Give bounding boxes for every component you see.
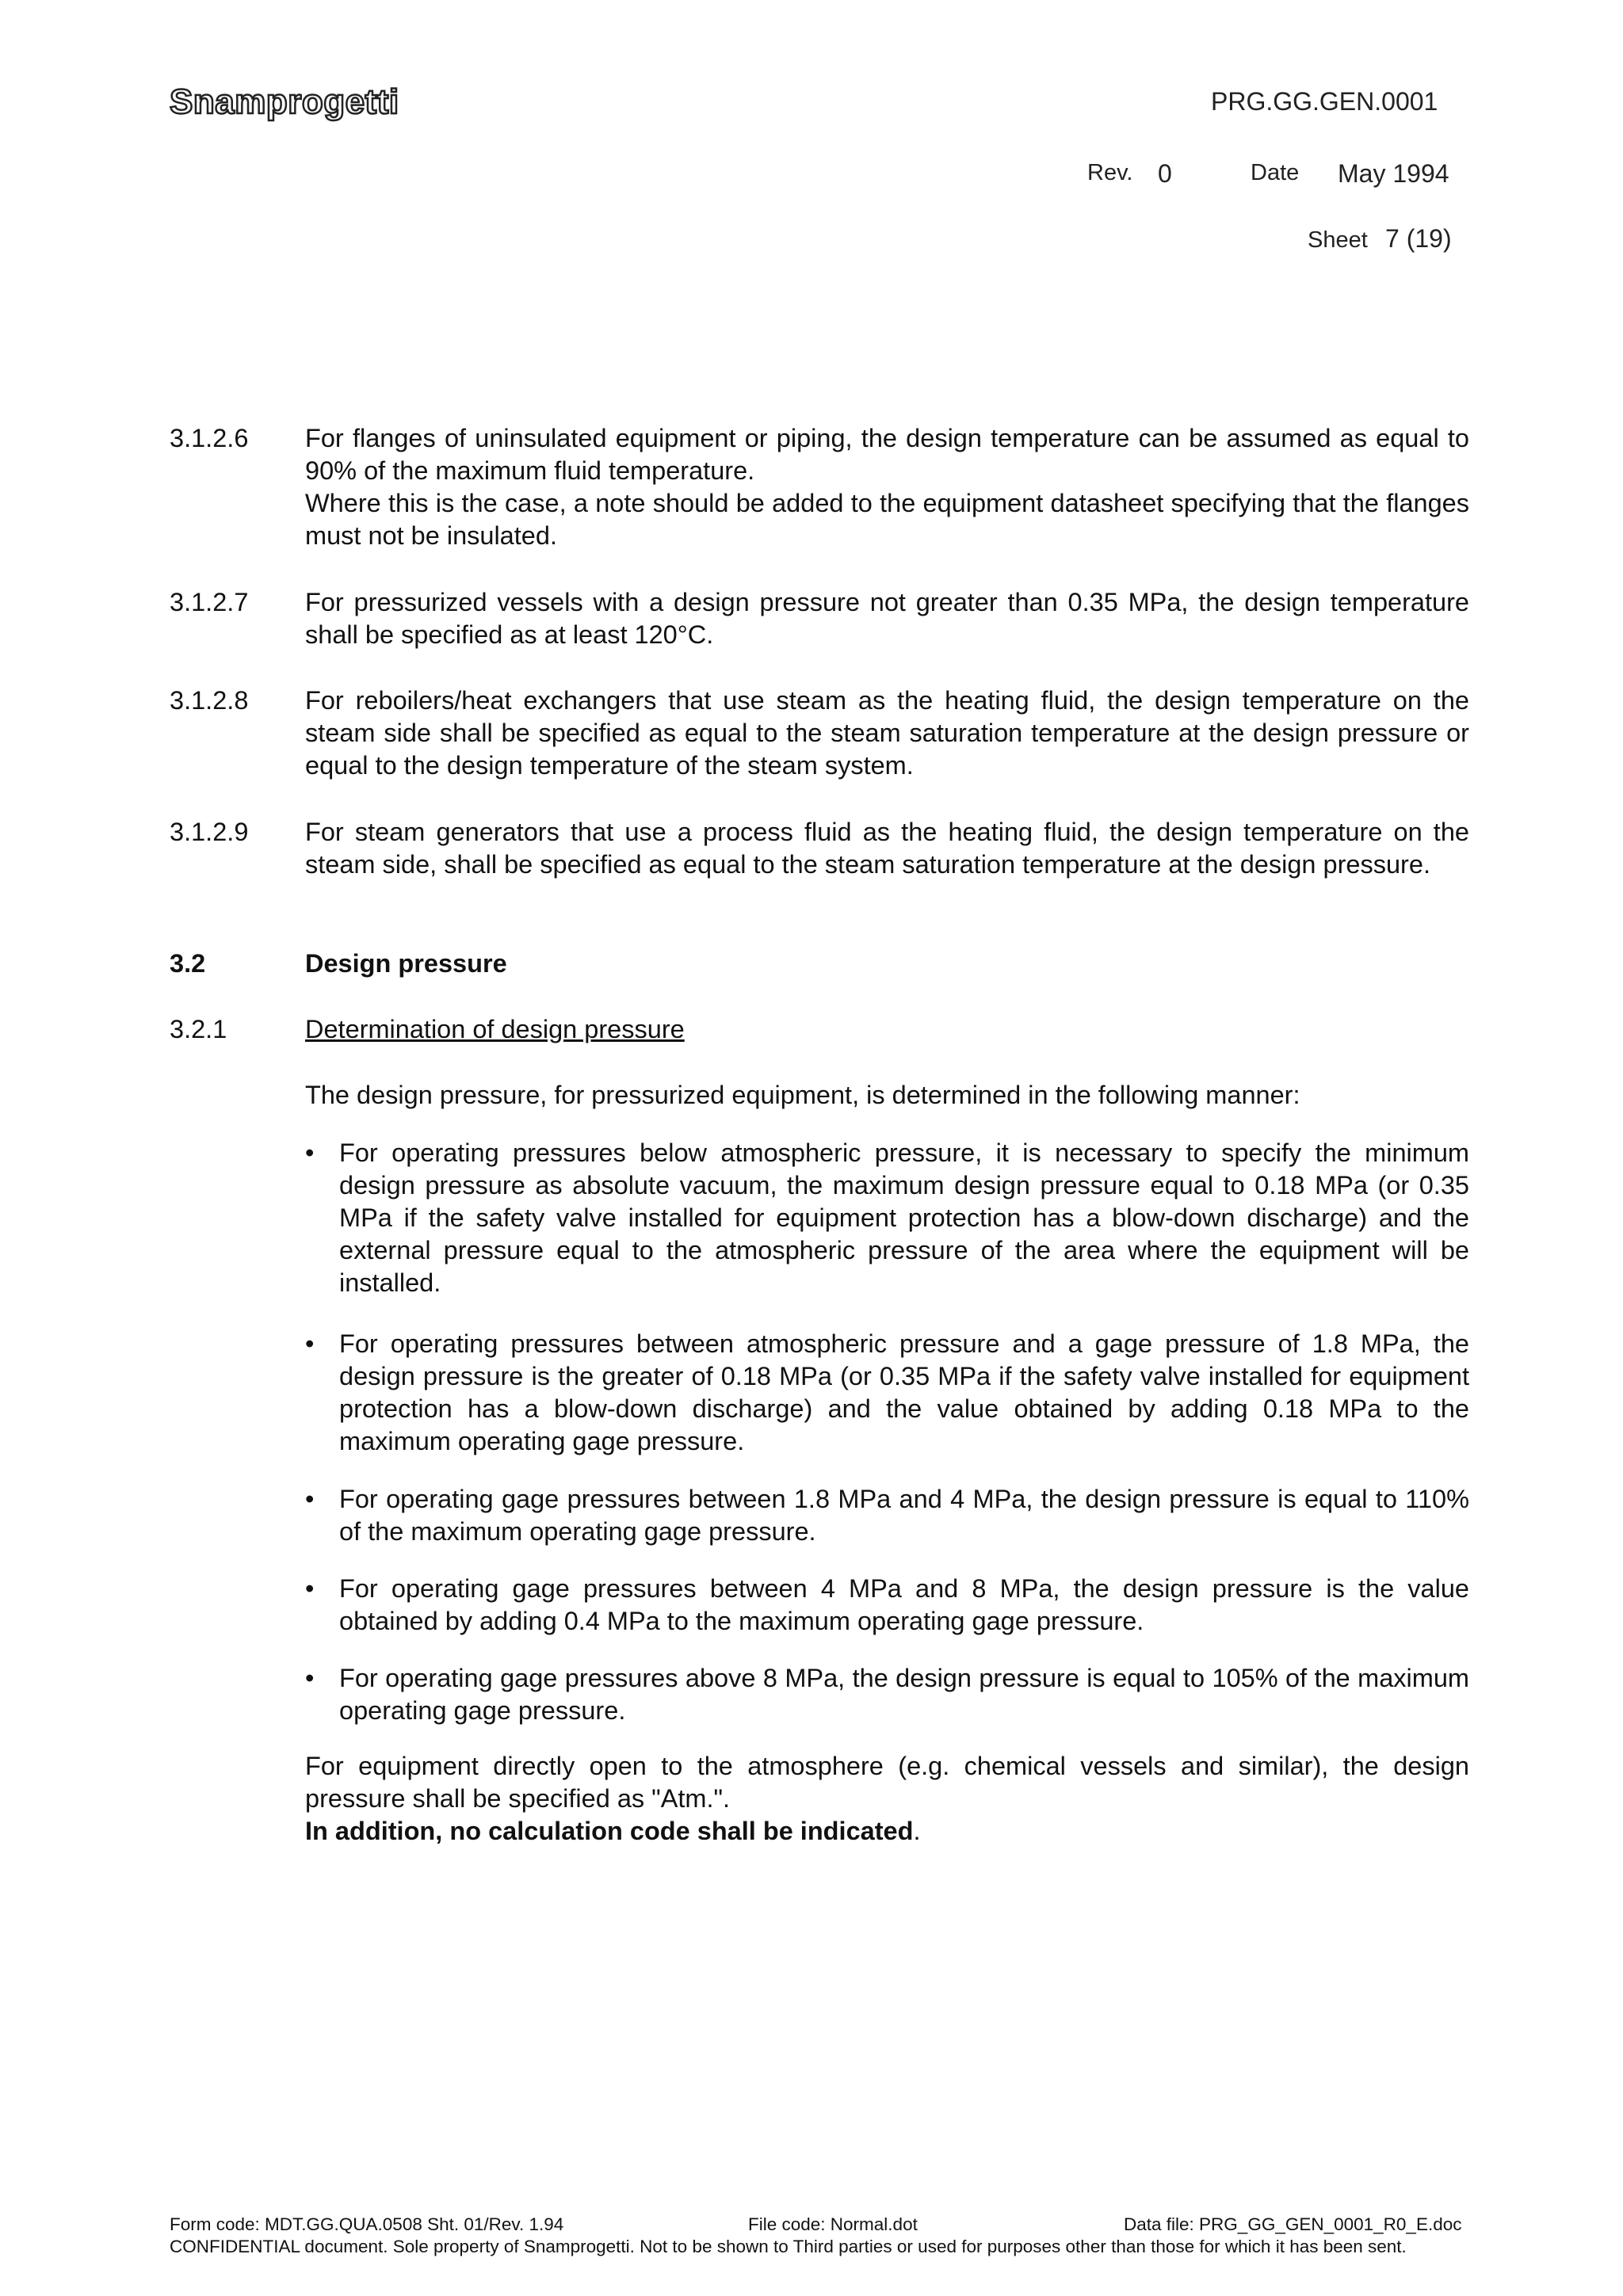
section-body xyxy=(305,685,1469,782)
closing-body xyxy=(305,1750,1469,1848)
bullet-icon: • xyxy=(305,1138,315,1167)
sheet-value: 7 (19) xyxy=(1385,224,1452,253)
list-item-text: For operating gage pressures above 8 MPa, the design pressure is equal to 105% of the maximum operating gage pressure. xyxy=(339,1664,1469,1725)
footer-confidential: CONFIDENTIAL document. Sole property of Snamprogetti. Not to be shown to Third parties or used for purposes other than those for which it has been sent. xyxy=(170,2237,1407,2256)
rev-label: Rev. xyxy=(1087,160,1133,185)
heading-title: Design pressure xyxy=(305,949,507,978)
section-body xyxy=(305,586,1469,651)
section-body xyxy=(305,422,1469,552)
closing-note xyxy=(305,1815,1469,1848)
list-item-text: For operating pressures below atmospheric pressure, it is necessary to specify the minimum design pressure as absolute vacuum, the maximum design pressure equal to 0.18 MPa (or 0.35 MPa if the safety valve installed for equipment protection has a blow-down discharge) and the external pressure equal to the atmospheric pressure of the area where the equipment will be installed. xyxy=(339,1138,1469,1297)
section-number: 3.1.2.8 xyxy=(170,686,249,715)
paragraph: For steam generators that use a process fluid as the heating fluid, the design temperature on the steam side, shall be specified as equal to the steam saturation temperature at the design pressure. xyxy=(305,818,1469,879)
list-item-text: For operating gage pressures between 1.8 MPa and 4 MPa, the design pressure is equal to 110% of the maximum operating gage pressure. xyxy=(339,1485,1469,1546)
section-number: 3.1.2.7 xyxy=(170,588,249,616)
bullet-icon: • xyxy=(305,1664,315,1692)
paragraph: Where this is the case, a note should be added to the equipment datasheet specifying that the flanges must not be insulated. xyxy=(305,489,1469,550)
paragraph: For reboilers/heat exchangers that use steam as the heating fluid, the design temperature on the steam side shall be specified as equal to the steam saturation temperature at the design pressure or equal to the design temperature of the steam system. xyxy=(305,686,1469,780)
section-number: 3.1.2.6 xyxy=(170,424,249,452)
date-value: May 1994 xyxy=(1338,159,1449,188)
footer-form-code: Form code: MDT.GG.QUA.0508 Sht. 01/Rev. 1.94 xyxy=(170,2214,564,2234)
bullet-icon: • xyxy=(305,1485,315,1513)
bullet-icon: • xyxy=(305,1574,315,1603)
closing-end: . xyxy=(913,1817,921,1845)
footer-file-code: File code: Normal.dot xyxy=(748,2214,918,2234)
section-number: 3.1.2.9 xyxy=(170,818,249,846)
paragraph: For pressurized vessels with a design pressure not greater than 0.35 MPa, the design temperature shall be specified as at least 120°C. xyxy=(305,588,1469,649)
bullet-icon: • xyxy=(305,1329,315,1358)
date-label: Date xyxy=(1251,160,1300,185)
intro-text: The design pressure, for pressurized equipment, is determined in the following manner: xyxy=(305,1081,1300,1109)
footer-data-file: Data file: PRG_GG_GEN_0001_R0_E.doc xyxy=(1124,2214,1462,2234)
rev-value: 0 xyxy=(1158,159,1172,188)
list-item-text: For operating gage pressures between 4 MPa and 8 MPa, the design pressure is the value obtained by adding 0.4 MPa to the maximum operating gage pressure. xyxy=(339,1574,1469,1635)
company-logo: Snamprogetti xyxy=(170,82,399,121)
closing-text: For equipment directly open to the atmosphere (e.g. chemical vessels and similar), the design pressure shall be specified as "Atm.". xyxy=(305,1752,1469,1813)
heading-number: 3.2 xyxy=(170,949,206,978)
closing-bold: In addition, no calculation code shall be indicated xyxy=(305,1817,914,1845)
paragraph: For flanges of uninsulated equipment or piping, the design temperature can be assumed as equal to 90% of the maximum fluid temperature. xyxy=(305,424,1469,485)
sheet-label: Sheet xyxy=(1308,227,1368,253)
heading-number: 3.2.1 xyxy=(170,1015,227,1043)
section-body xyxy=(305,816,1469,881)
list-item-text: For operating pressures between atmospheric pressure and a gage pressure of 1.8 MPa, the design pressure is the greater of 0.18 MPa (or 0.35 MPa if the safety valve installed for equipment protection has a blow-down discharge) and the value obtained by adding 0.18 MPa to the maximum operating gage pressure. xyxy=(339,1329,1469,1455)
heading-title: Determination of design pressure xyxy=(305,1015,685,1043)
document-code: PRG.GG.GEN.0001 xyxy=(1211,87,1438,116)
